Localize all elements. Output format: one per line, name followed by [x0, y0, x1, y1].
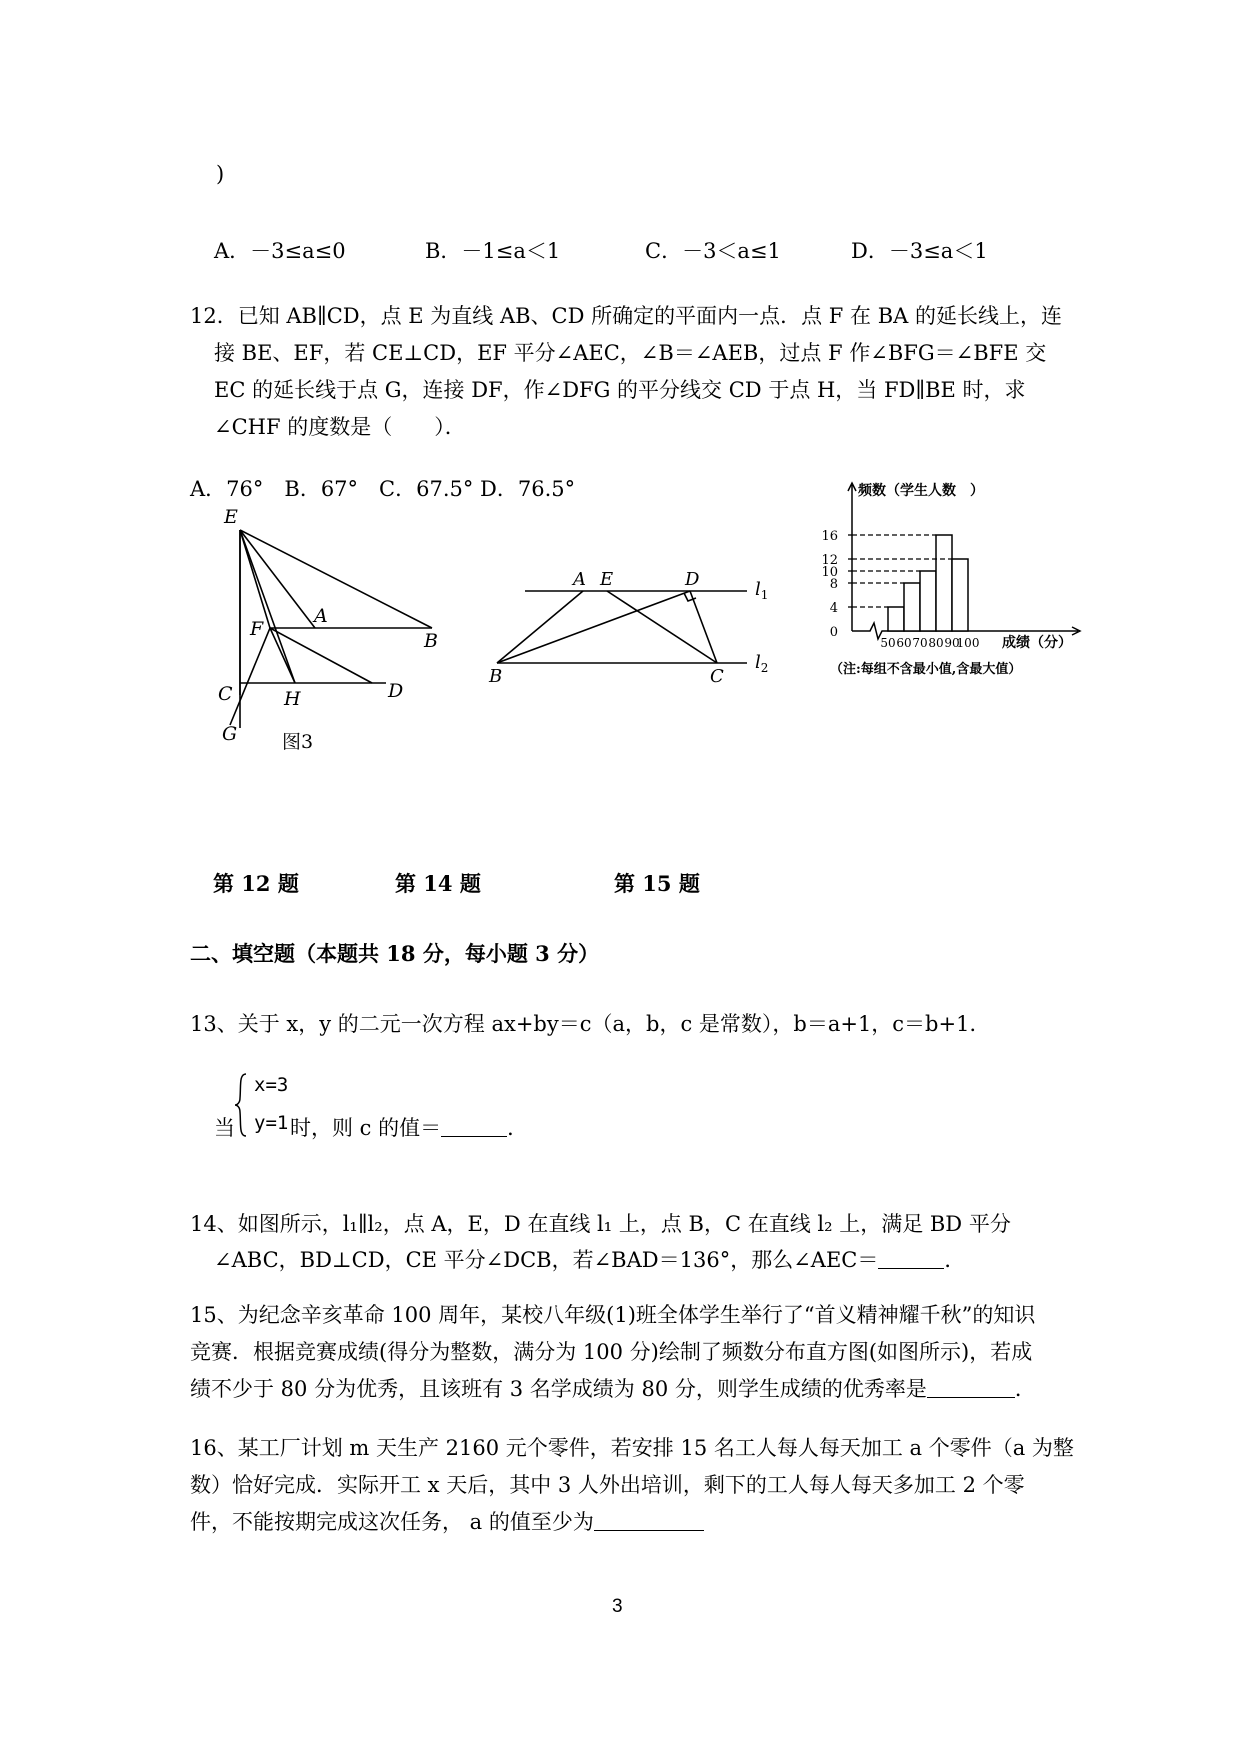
q16-line-2: 数）恰好完成．实际开工 x 天后，其中 3 人外出培训，剩下的工人每人每天多加工 2 个零 — [190, 1473, 1025, 1497]
histogram-xlabel: 成绩（分） — [1002, 635, 1072, 651]
histogram-note: （注:每组不含最小值,含最大值） — [830, 662, 1022, 677]
q15-answer-blank[interactable] — [927, 1375, 1015, 1398]
q16-line-1: 16、某工厂计划 m 天生产 2160 元个零件，若安排 15 名工人每人每天加工 a 个零件（a 为整 — [190, 1436, 1074, 1460]
histogram-y-tick-label: 10 — [821, 565, 838, 580]
histogram-bar — [888, 607, 904, 631]
q14-figure — [485, 565, 780, 695]
fig12-label-c: C — [218, 683, 233, 705]
fig14-label-a: A — [573, 569, 586, 590]
histogram-y-tick-label: 0 — [829, 625, 838, 640]
q14-line-2: ∠ABC，BD⊥CD，CE 平分∠DCB，若∠BAD＝136°，那么∠AEC＝ ． — [214, 1248, 966, 1272]
figure-caption-q15: 第 15 题 — [614, 871, 700, 896]
fig14-label-l1: $l_1$ — [755, 579, 769, 602]
q14-answer-blank[interactable] — [878, 1246, 944, 1269]
q13-answer-blank[interactable] — [441, 1114, 507, 1137]
histogram-x-tick-label: 90 — [944, 636, 960, 650]
fig14-label-l2: $l_2$ — [755, 652, 769, 675]
q16-answer-blank[interactable] — [594, 1508, 704, 1531]
histogram-bar — [920, 571, 936, 631]
histogram-title: 频数（学生人数 ） — [858, 483, 984, 499]
q12-line-3: EC 的延长线于点 G，连接 DF，作∠DFG 的平分线交 CD 于点 H，当 FD∥BE 时，求 — [214, 378, 1026, 402]
fig12-label-g: G — [222, 723, 238, 745]
q13-system-eq1: x=3 — [254, 1074, 289, 1096]
brace-icon — [234, 1072, 248, 1138]
fig12-label-h: H — [284, 688, 301, 710]
q15-line-3: 绩不少于 80 分为优秀，且该班有 3 名学成绩为 80 分，则学生成绩的优秀率是 ． — [190, 1377, 1036, 1401]
fig12-label-b: B — [424, 630, 438, 652]
figure-caption-q14: 第 14 题 — [395, 871, 481, 896]
q15-line-2: 竞赛．根据竞赛成绩(得分为整数，满分为 100 分)绘制了频数分布直方图(如图所示)，若成 — [190, 1340, 1033, 1364]
q12-line-1: 12．已知 AB∥CD，点 E 为直线 AB、CD 所确定的平面内一点．点 F 在 BA 的延长线上，连 — [190, 304, 1062, 328]
histogram-bar — [904, 583, 920, 631]
q15-histogram — [820, 475, 1090, 690]
q14-line-1: 14、如图所示，l₁∥l₂，点 A，E，D 在直线 l₁ 上，点 B，C 在直线 l₂ 上，满足 BD 平分 — [190, 1212, 1011, 1236]
fig12-label-f: F — [250, 618, 264, 640]
histogram-x-tick-label: 70 — [912, 636, 928, 650]
histogram-y-tick-label: 8 — [829, 577, 838, 592]
q13-post: 时，则 c 的值＝ ． — [290, 1116, 529, 1140]
q13-system-eq2: y=1 — [254, 1112, 289, 1134]
figure-caption-q12: 第 12 题 — [213, 871, 299, 896]
q11-option-d: D．－3≤a＜1 — [851, 239, 988, 263]
histogram-x-tick-label: 60 — [896, 636, 912, 650]
fig14-label-c: C — [710, 666, 724, 687]
fig12-caption: 图3 — [282, 731, 314, 753]
fig12-label-e: E — [224, 506, 238, 528]
histogram-x-tick-label: 50 — [880, 636, 896, 650]
histogram-y-tick-label: 12 — [821, 553, 838, 568]
fig14-label-e: E — [600, 569, 614, 590]
q11-paren: ) — [216, 162, 225, 186]
q13-pre: 当 — [214, 1116, 235, 1140]
fig14-label-b: B — [489, 666, 503, 687]
histogram-bar — [952, 559, 968, 631]
histogram-x-tick-label: 100 — [956, 636, 980, 650]
histogram-y-tick-label: 4 — [829, 601, 838, 616]
q13-line-1: 13、关于 x，y 的二元一次方程 ax+by＝c（a，b，c 是常数），b＝a+1，c＝b+1． — [190, 1012, 991, 1036]
q16-line-3: 件，不能按期完成这次任务， a 的值至少为 — [190, 1504, 704, 1541]
fig14-label-d: D — [685, 569, 700, 590]
q12-line-4: ∠CHF 的度数是（ ）． — [214, 415, 466, 439]
q12-options: A．76° B．67° C．67.5° D．76.5° — [190, 477, 576, 501]
q11-option-b: B．－1≤a＜1 — [425, 239, 561, 263]
q11-option-a: A．－3≤a≤0 — [214, 239, 346, 263]
histogram-x-tick-label: 80 — [928, 636, 944, 650]
page-number: 3 — [612, 1596, 623, 1617]
fig12-label-a: A — [314, 605, 328, 627]
q12-figure — [210, 500, 460, 760]
fig12-label-d: D — [388, 680, 404, 702]
histogram-bar — [936, 535, 952, 631]
q11-option-c: C．－3＜a≤1 — [645, 239, 781, 263]
histogram-y-tick-label: 16 — [821, 529, 838, 544]
q15-line-1: 15、为纪念辛亥革命 100 周年，某校八年级(1)班全体学生举行了“首义精神耀千秋”的知识 — [190, 1303, 1036, 1327]
section-heading: 二、填空题（本题共 18 分，每小题 3 分） — [190, 941, 600, 966]
q12-line-2: 接 BE、EF，若 CE⊥CD，EF 平分∠AEC，∠B＝∠AEB，过点 F 作∠BFG＝∠BFE 交 — [214, 341, 1047, 365]
